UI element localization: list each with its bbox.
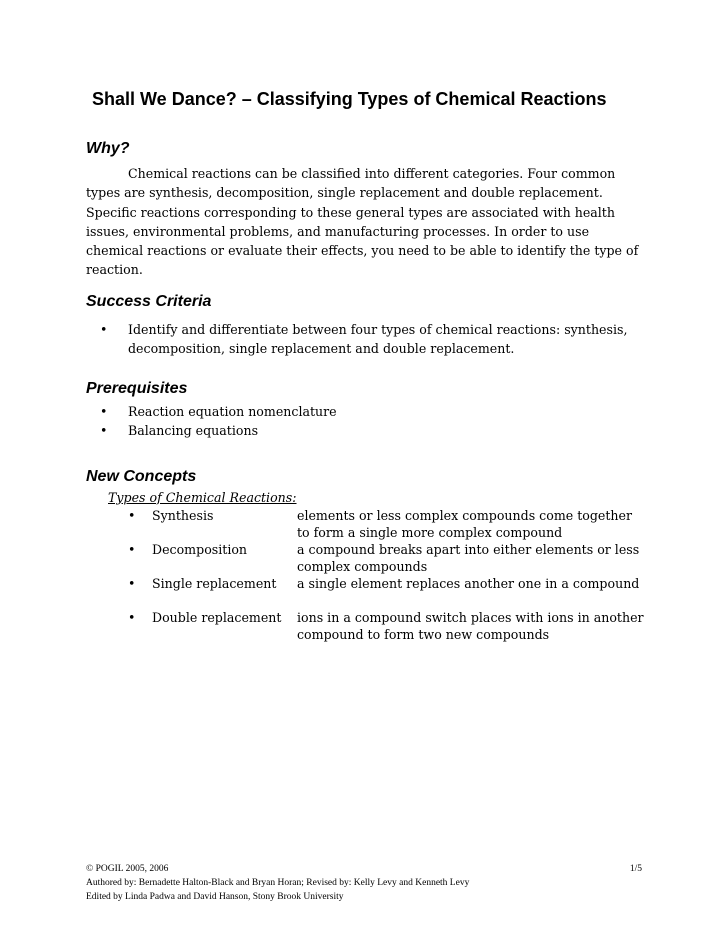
- reaction-type-definition: a single element replaces another one in a compound: [297, 576, 640, 591]
- prerequisite-text: Reaction equation nomenclature: [128, 404, 337, 419]
- criteria-text: Identify and differentiate between four types of chemical reactions: synthesis, decomposition, single replacement and double replacement.: [128, 322, 628, 356]
- prerequisites-heading: Prerequisites: [86, 380, 188, 397]
- list-item: [108, 507, 648, 541]
- bullet-icon: •: [128, 576, 136, 591]
- page-number: 1/5: [629, 864, 642, 874]
- reaction-type-term: Single replacement: [152, 576, 277, 591]
- reaction-types-list: [108, 507, 648, 643]
- success-criteria-list: [86, 320, 660, 358]
- prerequisites-list: [86, 402, 646, 440]
- footer-authors: Authored by: Bernadette Halton-Black and Bryan Horan; Revised by: Kelly Levy and Kenneth Levy: [86, 878, 470, 888]
- reaction-type-definition: elements or less complex compounds come together to form a single more complex compound: [297, 508, 633, 540]
- bullet-icon: •: [128, 508, 136, 523]
- page-title: Shall We Dance? – Classifying Types of Chemical Reactions: [92, 89, 607, 109]
- reaction-type-term: Double replacement: [152, 610, 282, 625]
- reaction-type-definition: a compound breaks apart into either elements or less complex compounds: [297, 542, 640, 574]
- reaction-type-term: Synthesis: [152, 508, 214, 523]
- list-item: [86, 421, 646, 440]
- new-concepts-heading: New Concepts: [86, 468, 197, 485]
- list-item: [108, 575, 648, 609]
- footer-editors: Edited by Linda Padwa and David Hanson, Stony Brook University: [86, 892, 344, 902]
- why-heading: Why?: [86, 140, 130, 157]
- bullet-icon: •: [100, 322, 108, 337]
- concepts-subheading: Types of Chemical Reactions:: [108, 490, 297, 505]
- prerequisite-text: Balancing equations: [128, 423, 259, 438]
- why-paragraph: Chemical reactions can be classified into different categories. Four common types are synthesis, decomposition, single replacement and double replacement. Specific reactions corresponding to these general types are associated with health issues, environmental problems, and manufacturing processes. In order to use chemical reactions or evaluate their effects, you need to be able to identify the type of reaction.: [86, 166, 639, 278]
- bullet-icon: •: [128, 610, 136, 625]
- footer-copyright: © POGIL 2005, 2006: [86, 864, 169, 874]
- list-item: [86, 402, 646, 421]
- page-footer: [86, 862, 646, 904]
- reaction-type-definition: ions in a compound switch places with ions in another compound to form two new compounds: [297, 610, 644, 642]
- list-item: [108, 609, 648, 643]
- success-criteria-heading: Success Criteria: [86, 293, 212, 310]
- list-item: [86, 320, 660, 358]
- reaction-type-term: Decomposition: [152, 542, 248, 557]
- bullet-icon: •: [100, 404, 108, 419]
- bullet-icon: •: [100, 423, 108, 438]
- list-item: [108, 541, 648, 575]
- bullet-icon: •: [128, 542, 136, 557]
